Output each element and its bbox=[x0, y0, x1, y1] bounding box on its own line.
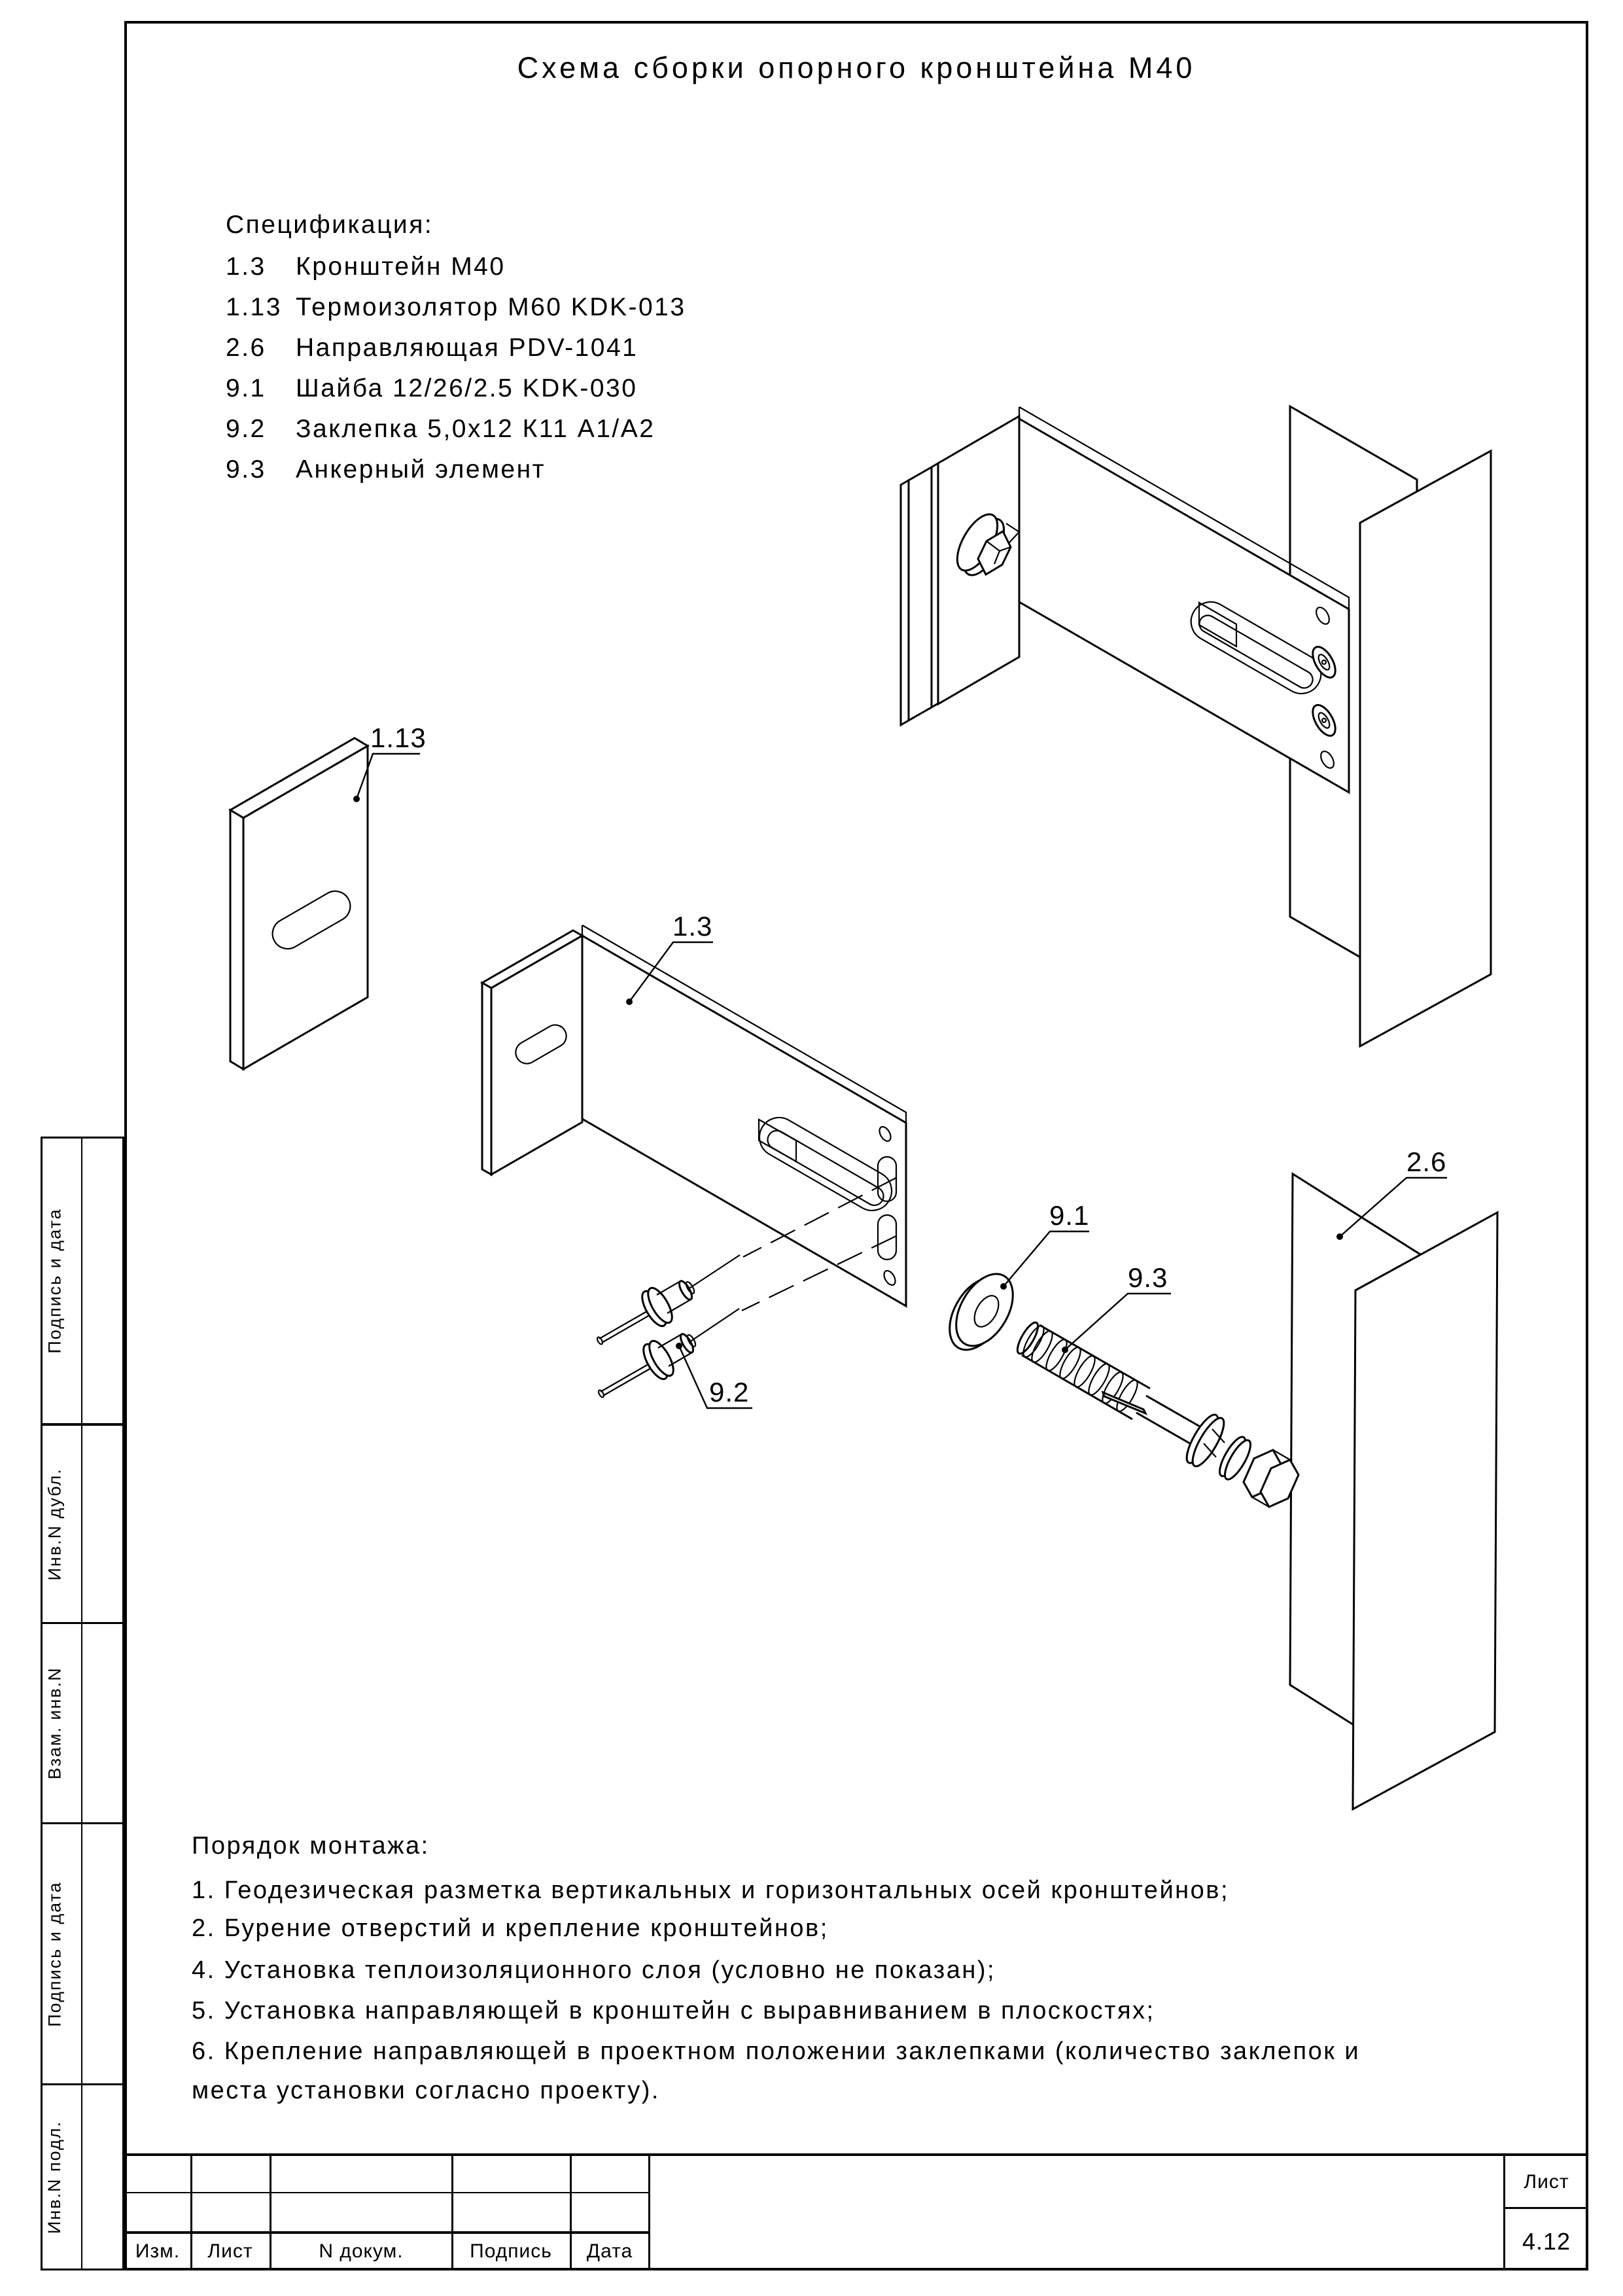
spec-item-num: 2.6 bbox=[226, 334, 266, 362]
spec-item-text: Заклепка 5,0х12 К11 А1/А2 bbox=[296, 415, 655, 443]
instruction-step-continuation: места установки согласно проекту). bbox=[192, 2077, 660, 2104]
sidebar-cell-vzam-inv bbox=[41, 1622, 124, 1824]
sidebar-inner-divider bbox=[81, 1137, 82, 2270]
titleblock-vline bbox=[451, 2155, 453, 2270]
titleblock-vline bbox=[648, 2155, 650, 2270]
callout-anchor: 9.3 bbox=[1128, 1262, 1168, 1293]
callout-rivet: 9.2 bbox=[709, 1377, 750, 1407]
spec-item-text: Анкерный элемент bbox=[296, 455, 546, 484]
instruction-step: 6. Крепление направляющей в проектном положении заклепками (количество заклепок и bbox=[192, 2038, 1361, 2065]
titleblock-col-data: Дата bbox=[586, 2240, 633, 2262]
sidebar-cell-inv-dubl bbox=[41, 1424, 124, 1624]
sidebar-label: Подпись и дата bbox=[44, 1881, 65, 2027]
sheet-number: 4.12 bbox=[1522, 2228, 1571, 2255]
spec-item-num: 9.2 bbox=[226, 415, 266, 443]
spec-item-num: 9.1 bbox=[226, 374, 266, 402]
titleblock-vline bbox=[570, 2155, 572, 2270]
instruction-step: 4. Установка теплоизоляционного слоя (условно не показан); bbox=[192, 1956, 996, 1984]
page-title: Схема сборки опорного кронштейна М40 bbox=[517, 51, 1196, 84]
sidebar-label: Инв.N подл. bbox=[44, 2120, 65, 2234]
callout-thermal-insulator: 1.13 bbox=[370, 722, 427, 753]
sidebar-label: Взам. инв.N bbox=[44, 1667, 65, 1780]
titleblock-hline bbox=[124, 2192, 650, 2193]
sheet-cell-vline bbox=[1503, 2155, 1505, 2270]
spec-item-text: Термоизолятор М60 KDK-013 bbox=[296, 293, 686, 321]
sheet-label: Лист bbox=[1524, 2171, 1569, 2193]
callout-bracket: 1.3 bbox=[672, 911, 713, 942]
instruction-step: 5. Установка направляющей в кронштейн с выравниванием в плоскостях; bbox=[192, 1997, 1155, 2024]
sidebar-label: Подпись и дата bbox=[44, 1208, 65, 1354]
spec-item-num: 1.13 bbox=[226, 293, 282, 321]
spec-item-num: 1.3 bbox=[226, 253, 266, 281]
titleblock-col-list: Лист bbox=[207, 2240, 253, 2262]
titleblock-top-border bbox=[124, 2153, 1588, 2156]
callout-washer: 9.1 bbox=[1049, 1200, 1090, 1231]
sidebar-cell-signature-date-2 bbox=[41, 1822, 124, 2085]
instructions-title: Порядок монтажа: bbox=[192, 1832, 430, 1860]
titleblock-col-izm: Изм. bbox=[135, 2240, 181, 2262]
titleblock-vline bbox=[270, 2155, 271, 2270]
instruction-step: 1. Геодезическая разметка вертикальных и горизонтальных осей кронштейнов; bbox=[192, 1877, 1230, 1904]
titleblock-col-ndokum: N докум. bbox=[319, 2240, 404, 2262]
spec-item-text: Направляющая PDV-1041 bbox=[296, 334, 638, 362]
titleblock-vline bbox=[190, 2155, 192, 2270]
spec-item-text: Шайба 12/26/2.5 KDK-030 bbox=[296, 374, 638, 402]
callout-rail: 2.6 bbox=[1406, 1146, 1447, 1177]
sidebar-cell-signature-date-1 bbox=[41, 1137, 124, 1425]
spec-item-num: 9.3 bbox=[226, 455, 266, 484]
sheet-cell-hline bbox=[1503, 2207, 1588, 2209]
sidebar-cell-inv-podl bbox=[41, 2083, 124, 2270]
instruction-step: 2. Бурение отверстий и крепление кронштейнов; bbox=[192, 1915, 829, 1942]
titleblock-col-podpis: Подпись bbox=[470, 2240, 552, 2262]
spec-item-text: Кронштейн М40 bbox=[296, 253, 506, 281]
sidebar-label: Инв.N дубл. bbox=[44, 1467, 65, 1581]
titleblock-hline-thick bbox=[124, 2231, 650, 2234]
spec-title: Спецификация: bbox=[226, 211, 434, 239]
